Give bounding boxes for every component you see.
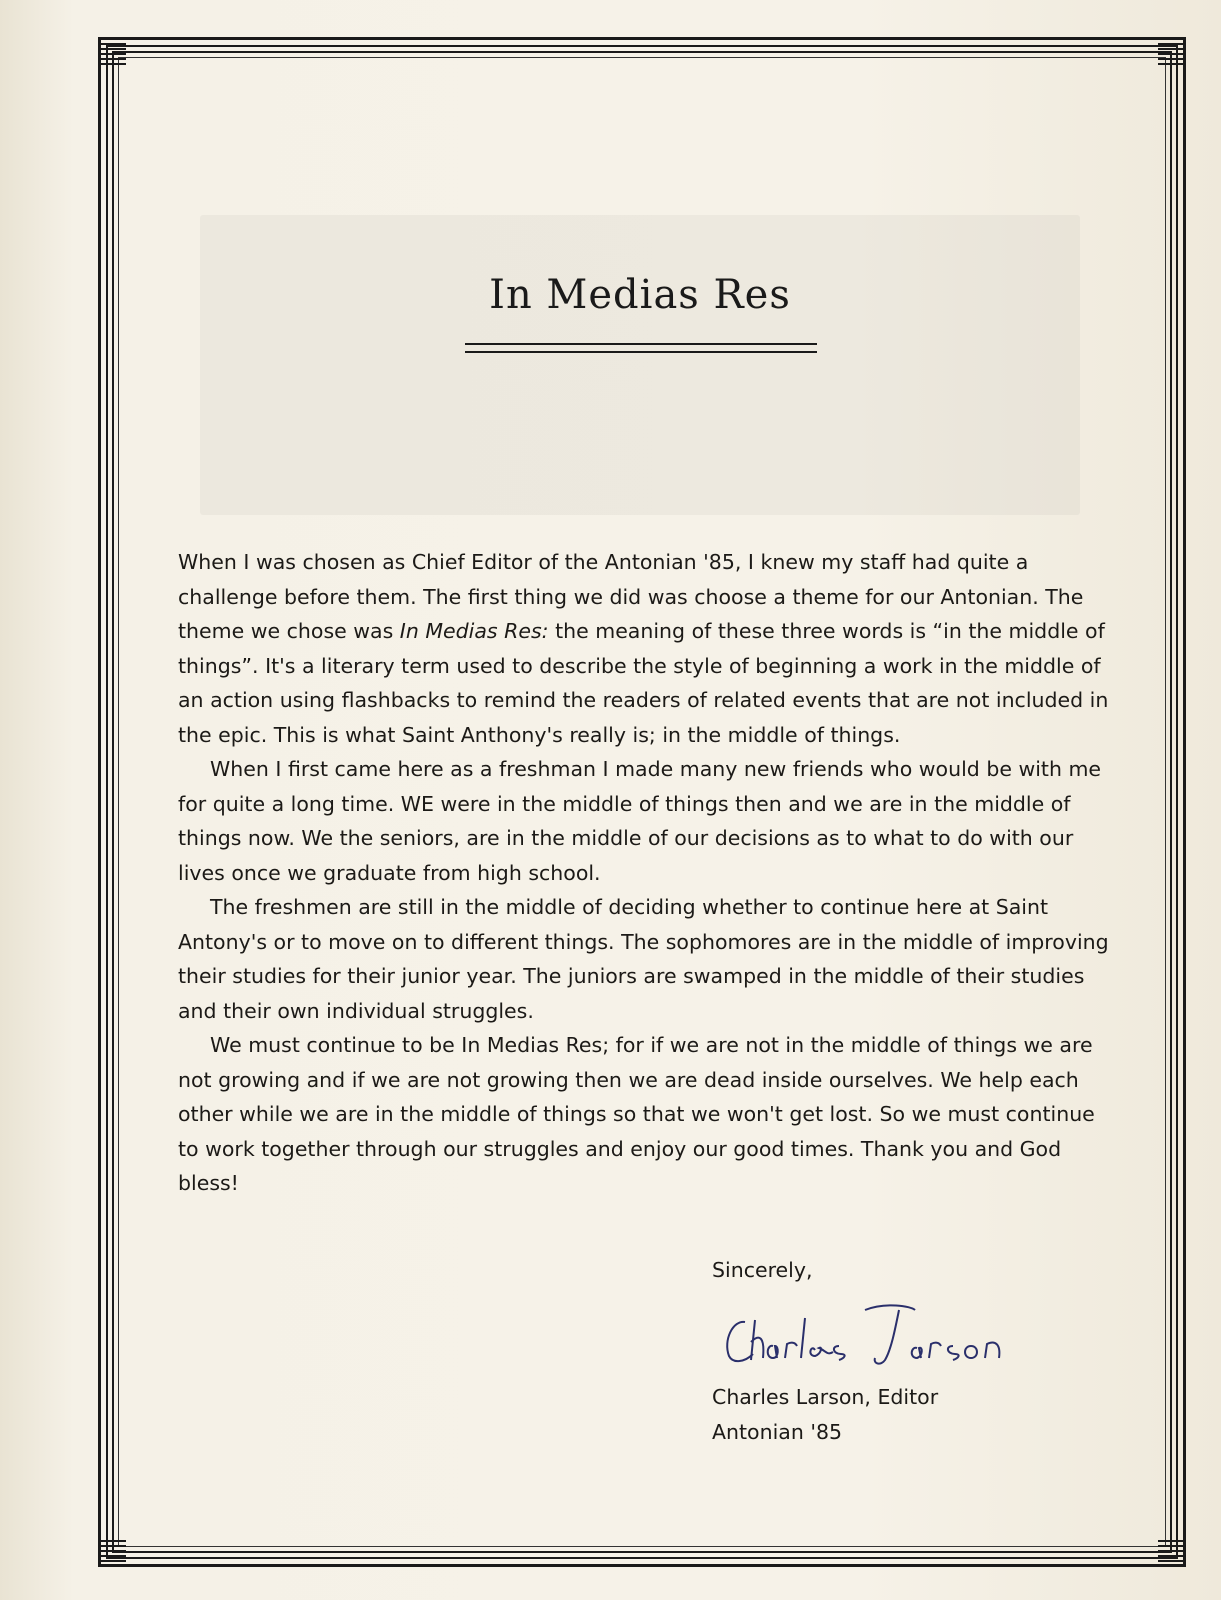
title-underline [465, 343, 817, 353]
border-corner [98, 1539, 126, 1567]
handwritten-signature [715, 1300, 1015, 1380]
publication-name: Antonian '85 [712, 1420, 843, 1444]
page-title: In Medias Res [489, 272, 791, 318]
letter-body [178, 545, 1113, 1201]
border-corner [1158, 1539, 1186, 1567]
paragraph-4: We must continue to be In Medias Res; for if we are not in the middle of things we are not growing and if we are not growing then we are dead inside ourselves. We help each other while we are in the middle of things so that we won't get lost. So we must continue to work together through our struggles and enjoy our good times. Thank you and God bless! [178, 1033, 1095, 1195]
closing-salutation: Sincerely, [712, 1258, 813, 1282]
theme-italic: In Medias Res: [399, 619, 549, 643]
signer-name: Charles Larson, Editor [712, 1385, 939, 1409]
paragraph-2: When I first came here as a freshman I made many new friends who would be with me for quite a long time. WE were in the middle of things then and we are in the middle of things now. We the seniors, are in the middle of our decisions as to what to do with our lives once we graduate from high school. [178, 757, 1102, 885]
paragraph-3: The freshmen are still in the middle of deciding whether to continue here at Saint Antony's or to move on to different things. The sophomores are in the middle of improving their studies for their junior year. The juniors are swamped in the middle of their studies and their own individual struggles. [178, 895, 1109, 1023]
border-corner [98, 37, 126, 65]
border-corner [1158, 37, 1186, 65]
paragraph-1: When I was chosen as Chief Editor of the Antonian '85, I knew my staff had quite a challenge before them. The first thing we did was choose a theme for our Antonian. The theme we chose was In Medias Res: the meaning of these three words is “in the middle of things”. It's a literary term used to describe the style of beginning a work in the middle of an action using flashbacks to remind the readers of related events that are not included in the epic. This is what Saint Anthony's really is; in the middle of things. [178, 550, 1109, 747]
